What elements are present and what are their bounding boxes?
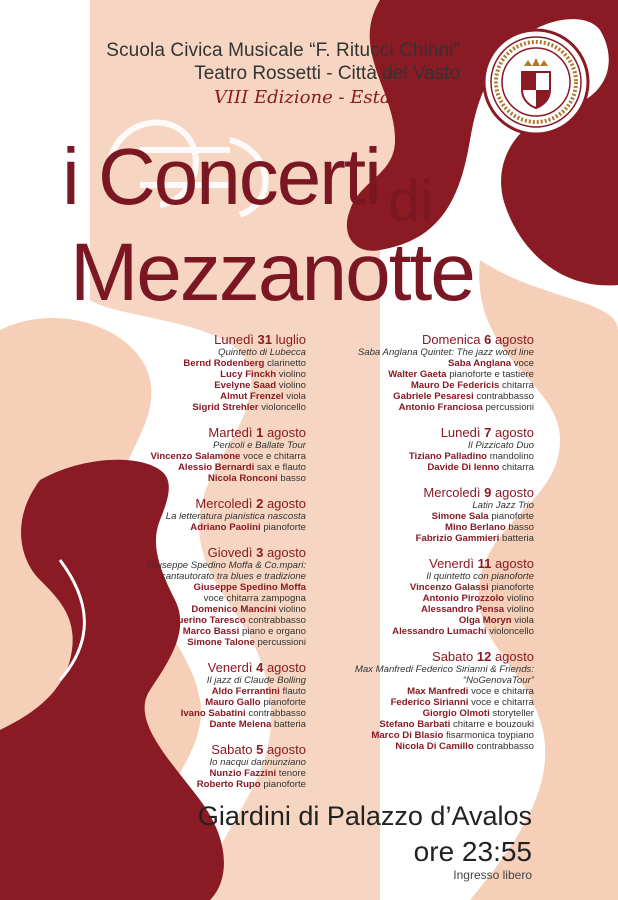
- performer-role: percussioni: [485, 402, 534, 413]
- city-coat-of-arms-seal-icon: [482, 28, 590, 136]
- event-day-number: 12: [476, 649, 492, 664]
- event-day: Lunedì: [214, 332, 254, 347]
- performer-row: [120, 473, 306, 484]
- event-subtitle: Quintetto di Lubecca: [217, 347, 306, 358]
- event-date: [120, 545, 306, 560]
- performer-row: [120, 708, 306, 719]
- concert-event: [330, 649, 534, 752]
- performer-name: Marco Di Blasio: [371, 730, 444, 741]
- event-subtitle: Il jazz di Claude Bolling: [206, 675, 306, 686]
- performer-name: Federico Sirianni: [390, 697, 469, 708]
- performer-role: mandolino: [489, 451, 534, 462]
- performer-name: Aldo Ferrantini: [211, 686, 280, 697]
- event-subtitle: Latin Jazz Trio: [472, 500, 534, 511]
- program-left-column: [120, 332, 306, 802]
- event-subtitle: Pericoli e Ballate Tour: [213, 440, 306, 451]
- performer-name: Giorgio Olmoti: [422, 708, 490, 719]
- performer-row: [330, 462, 534, 473]
- performer-row: [120, 582, 306, 593]
- performer-row: [330, 741, 534, 752]
- performer-name: Bernd Rodenberg: [183, 358, 265, 369]
- concert-event: [120, 742, 306, 790]
- event-date: [330, 332, 534, 347]
- performer-row: [120, 369, 306, 380]
- performer-row: [330, 719, 534, 730]
- concert-event: [330, 485, 534, 544]
- event-month: agosto: [266, 425, 306, 440]
- performer-role: flauto: [282, 686, 306, 697]
- performer-row: [330, 615, 534, 626]
- performer-name: Vincenzo Galassi: [409, 582, 489, 593]
- performer-name: Stefano Barbati: [379, 719, 451, 730]
- entry-info: Ingresso libero: [453, 868, 532, 882]
- performer-row: [120, 615, 306, 626]
- performer-name: Marco Bassi: [182, 626, 240, 637]
- event-subtitle: Io nacqui dannunziano: [209, 757, 306, 768]
- performer-name: Domenico Mancini: [191, 604, 277, 615]
- event-date: [120, 660, 306, 675]
- concert-event: [120, 496, 306, 533]
- performer-row: [330, 697, 534, 708]
- performer-name: Simone Talone: [187, 637, 255, 648]
- performer-row: [120, 358, 306, 369]
- event-month: agosto: [266, 496, 306, 511]
- event-day: Mercoledì: [195, 496, 253, 511]
- performer-role: violino: [506, 604, 534, 615]
- event-day: Sabato: [211, 742, 253, 757]
- performer-role: contrabbasso: [248, 708, 306, 719]
- performer-role: violoncello: [489, 626, 534, 637]
- performer-row: [330, 686, 534, 697]
- event-day: Lunedì: [440, 425, 481, 440]
- performer-name: Tiziano Palladino: [408, 451, 488, 462]
- performer-row: [120, 779, 306, 790]
- performer-row: [330, 582, 534, 593]
- event-day: Giovedì: [207, 545, 253, 560]
- performer-row: [120, 402, 306, 413]
- concert-event: [330, 425, 534, 473]
- performer-name: Antonio Franciosa: [398, 402, 483, 413]
- performer-role: voce e chitarra: [243, 451, 306, 462]
- performer-role: storyteller: [492, 708, 534, 719]
- event-date: [120, 742, 306, 757]
- event-month: agosto: [494, 332, 534, 347]
- concert-event: [120, 425, 306, 484]
- performer-name: Guerino Taresco: [170, 615, 246, 626]
- venue-theatre: Teatro Rossetti - Città del Vasto: [194, 63, 460, 84]
- performer-name: Gabriele Pesaresi: [393, 391, 474, 402]
- event-month: luglio: [275, 332, 306, 347]
- performer-role: pianoforte: [263, 779, 306, 790]
- event-day-number: 3: [256, 545, 264, 560]
- event-month: agosto: [494, 425, 534, 440]
- performer-name: Ivano Sabatini: [180, 708, 246, 719]
- event-date: [330, 649, 534, 664]
- performer-row: [330, 391, 534, 402]
- performer-role: tenore: [278, 768, 306, 779]
- performer-row: [330, 511, 534, 522]
- event-subtitle: Saba Anglana Quintet: The jazz word line: [357, 347, 534, 358]
- title-mezzanotte: Mezzanotte: [70, 227, 474, 318]
- performer-role: violino: [278, 369, 306, 380]
- performer-name: Olga Moryn: [458, 615, 512, 626]
- performer-name: Sigrid Strehler: [192, 402, 259, 413]
- performer-row: [330, 451, 534, 462]
- performer-row: [330, 730, 534, 741]
- performer-role: basso: [508, 522, 534, 533]
- performer-name: Almut Frenzel: [220, 391, 284, 402]
- performer-name: Mauro De Federicis: [410, 380, 500, 391]
- title-di: di: [388, 169, 434, 234]
- event-month: agosto: [494, 649, 534, 664]
- event-day: Domenica: [421, 332, 481, 347]
- concert-event: [120, 332, 306, 413]
- performer-row: [120, 697, 306, 708]
- performer-row: [120, 522, 306, 533]
- performer-role: clarinetto: [267, 358, 306, 369]
- event-month: agosto: [494, 485, 534, 500]
- performer-row: [120, 593, 306, 604]
- concert-event: [330, 556, 534, 637]
- performer-row: [330, 593, 534, 604]
- performer-role: violino: [278, 380, 306, 391]
- performer-role: batteria: [274, 719, 306, 730]
- performer-name: Saba Anglana: [447, 358, 512, 369]
- performer-row: [330, 369, 534, 380]
- performer-name: Lucy Finckh: [220, 369, 277, 380]
- performer-row: [120, 637, 306, 648]
- performer-role: voce: [513, 358, 534, 369]
- event-day-number: 6: [484, 332, 492, 347]
- performer-role: chitarra: [502, 462, 534, 473]
- performer-role: chitarra: [502, 380, 534, 391]
- performer-name: Fabrizio Gammieri: [415, 533, 500, 544]
- performer-row: [120, 768, 306, 779]
- concert-event: [330, 332, 534, 413]
- event-date: [120, 332, 306, 347]
- performer-name: Nicola Ronconi: [207, 473, 278, 484]
- performer-name: Roberto Rupo: [196, 779, 261, 790]
- performer-role: pianoforte: [491, 582, 534, 593]
- performer-role: batteria: [502, 533, 534, 544]
- performer-row: [330, 522, 534, 533]
- performer-name: Alessandro Lumachi: [392, 626, 487, 637]
- performer-role: voce chitarra zampogna: [203, 593, 306, 604]
- title-i-concerti: i Concerti: [62, 132, 380, 221]
- performer-name: Davide Di Ienno: [427, 462, 500, 473]
- performer-name: Walter Gaeta: [388, 369, 447, 380]
- poster-header: [30, 40, 460, 110]
- performer-name: Alessandro Pensa: [420, 604, 505, 615]
- performer-role: pianoforte: [263, 697, 306, 708]
- concert-time: ore 23:55: [413, 836, 532, 867]
- event-subtitle: Max Manfredi Federico Sirianni & Friends: “NoGenovaTour”: [354, 664, 534, 686]
- performer-row: [330, 626, 534, 637]
- performer-role: piano e organo: [241, 626, 306, 637]
- event-day-number: 4: [256, 660, 264, 675]
- performer-name: Max Manfredi: [407, 686, 469, 697]
- event-month: agosto: [266, 660, 306, 675]
- program-right-column: [330, 332, 534, 764]
- performer-row: [120, 686, 306, 697]
- performer-row: [330, 402, 534, 413]
- event-date: [330, 425, 534, 440]
- performer-role: sax e flauto: [256, 462, 306, 473]
- performer-row: [120, 604, 306, 615]
- edition-line: VIII Edizione - Estate 2017: [213, 87, 460, 108]
- performer-row: [120, 462, 306, 473]
- performer-name: Alessio Bernardi: [178, 462, 255, 473]
- event-subtitle: Il Pizzicato Duo: [467, 440, 534, 451]
- concert-event: [120, 660, 306, 730]
- school-name: Scuola Civica Musicale “F. Ritucci Chinni”: [106, 40, 460, 61]
- event-month: agosto: [494, 556, 534, 571]
- performer-role: violoncello: [261, 402, 306, 413]
- event-day: Martedì: [208, 425, 253, 440]
- venue-name: Giardini di Palazzo d’Avalos: [197, 801, 532, 831]
- performer-role: pianoforte e tastiere: [449, 369, 534, 380]
- event-day: Venerdì: [429, 556, 474, 571]
- event-month: agosto: [266, 742, 306, 757]
- performer-row: [330, 708, 534, 719]
- performer-role: violino: [506, 593, 534, 604]
- performer-row: [120, 626, 306, 637]
- performer-row: [120, 719, 306, 730]
- performer-row: [120, 451, 306, 462]
- performer-name: Dante Melena: [209, 719, 272, 730]
- performer-row: [330, 380, 534, 391]
- performer-name: Mino Berlano: [444, 522, 506, 533]
- event-subtitle: La letteratura pianistica nascosta: [165, 511, 306, 522]
- performer-role: violino: [278, 604, 306, 615]
- performer-name: Mauro Gallo: [205, 697, 261, 708]
- event-day-number: 31: [257, 332, 273, 347]
- performer-role: pianoforte: [263, 522, 306, 533]
- performer-name: Giuseppe Spedino Moffa: [193, 582, 306, 593]
- event-day-number: 9: [484, 485, 492, 500]
- event-subtitle: Giuseppe Spedino Moffa & Co.mpari: cantautorato tra blues e tradizione: [147, 560, 306, 582]
- event-subtitle: Il quintetto con pianoforte: [426, 571, 534, 582]
- event-day: Mercoledì: [423, 485, 481, 500]
- performer-role: viola: [514, 615, 534, 626]
- performer-role: chitarre e bouzouki: [452, 719, 534, 730]
- event-date: [120, 496, 306, 511]
- event-day-number: 5: [256, 742, 264, 757]
- performer-name: Vincenzo Salamone: [150, 451, 241, 462]
- performer-role: contrabbasso: [476, 391, 534, 402]
- performer-row: [330, 358, 534, 369]
- performer-role: fisarmonica toypiano: [446, 730, 534, 741]
- event-day: Sabato: [432, 649, 474, 664]
- performer-row: [120, 380, 306, 391]
- performer-name: Antonio Pirozzolo: [422, 593, 505, 604]
- performer-row: [330, 604, 534, 615]
- event-date: [120, 425, 306, 440]
- performer-name: Simone Sala: [431, 511, 489, 522]
- event-day-number: 7: [484, 425, 492, 440]
- event-day-number: 1: [256, 425, 264, 440]
- performer-name: Adriano Paolini: [190, 522, 261, 533]
- event-date: [330, 556, 534, 571]
- event-day-number: 2: [256, 496, 264, 511]
- performer-role: contrabbasso: [476, 741, 534, 752]
- concert-event: [120, 545, 306, 648]
- event-day-number: 11: [477, 556, 492, 571]
- performer-role: voce e chitarra: [471, 686, 534, 697]
- performer-row: [120, 391, 306, 402]
- performer-name: Nicola Di Camillo: [395, 741, 474, 752]
- performer-name: Evelyne Saad: [214, 380, 277, 391]
- performer-role: viola: [286, 391, 306, 402]
- performer-role: basso: [280, 473, 306, 484]
- performer-name: Nunzio Fazzini: [209, 768, 277, 779]
- performer-role: percussioni: [257, 637, 306, 648]
- performer-role: contrabbasso: [248, 615, 306, 626]
- event-day: Venerdì: [207, 660, 253, 675]
- performer-role: pianoforte: [491, 511, 534, 522]
- event-month: agosto: [266, 545, 306, 560]
- event-date: [330, 485, 534, 500]
- performer-row: [330, 533, 534, 544]
- performer-role: voce e chitarra: [471, 697, 534, 708]
